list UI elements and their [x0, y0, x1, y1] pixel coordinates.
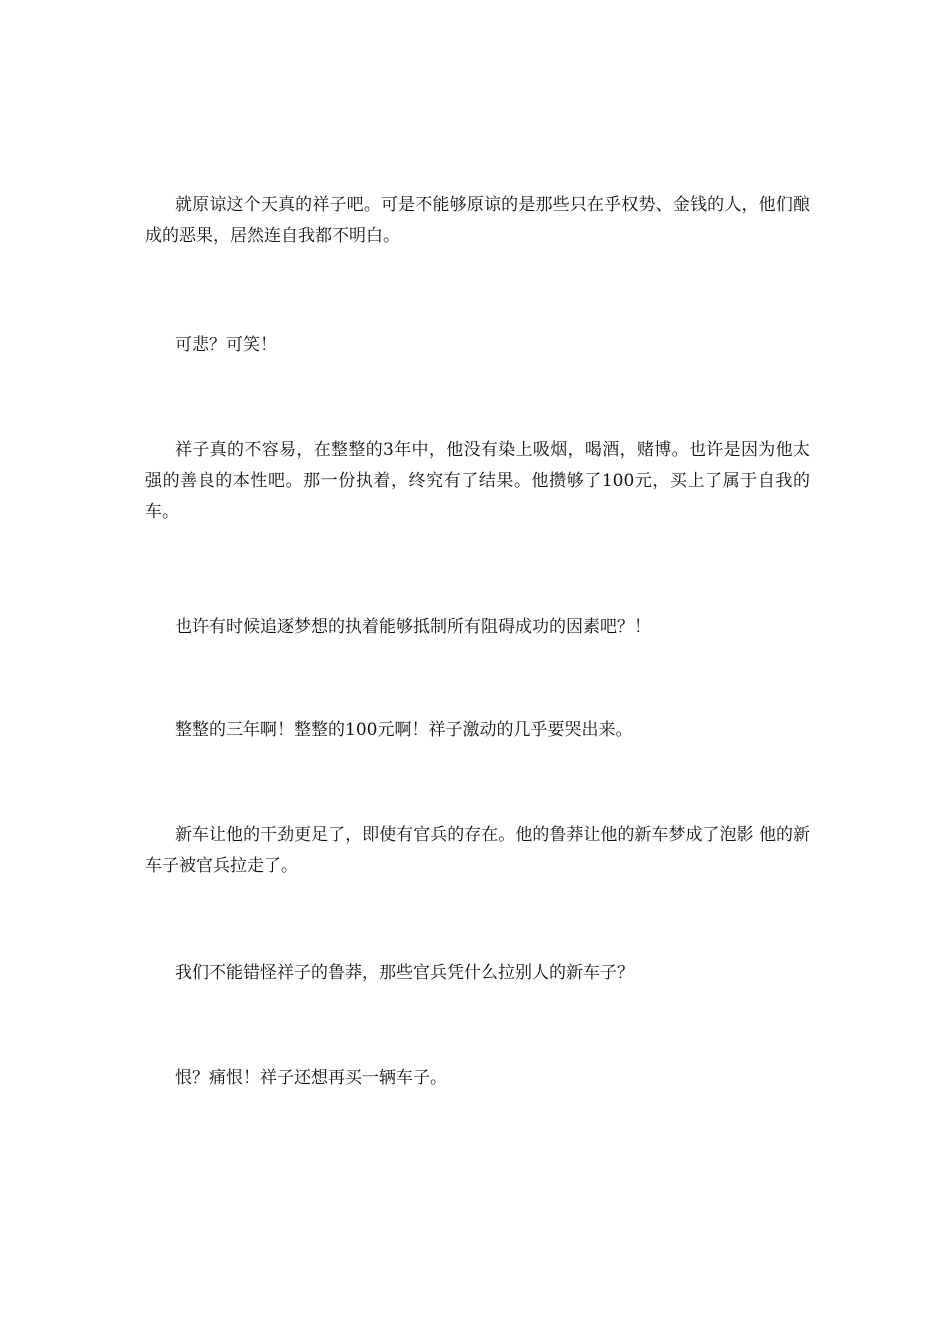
paragraph-1: 就原谅这个天真的祥子吧。可是不能够原谅的是那些只在乎权势、金钱的人，他们酿成的恶果，居然连自我都不明白。	[145, 195, 810, 246]
paragraph-7: 我们不能错怪祥子的鲁莽，那些官兵凭什么拉别人的新车子？	[175, 963, 634, 983]
paragraph-8: 恨？痛恨！祥子还想再买一辆车子。	[175, 1068, 447, 1088]
paragraph-3: 祥子真的不容易，在整整的3年中，他没有染上吸烟，喝酒，赌博。也许是因为他太强的善良的本性吧。那一份执着，终究有了结果。他攒够了100元，买上了属于自我的车。	[145, 440, 810, 522]
paragraph-2: 可悲？可笑！	[175, 335, 277, 355]
paragraph-4: 也许有时候追逐梦想的执着能够抵制所有阻碍成功的因素吧？！	[175, 617, 651, 637]
paragraph-5: 整整的三年啊！整整的100元啊！祥子激动的几乎要哭出来。	[175, 720, 633, 740]
paragraph-6: 新车让他的干劲更足了，即使有官兵的存在。他的鲁莽让他的新车梦成了泡影 他的新车子被官兵拉走了。	[145, 825, 810, 876]
